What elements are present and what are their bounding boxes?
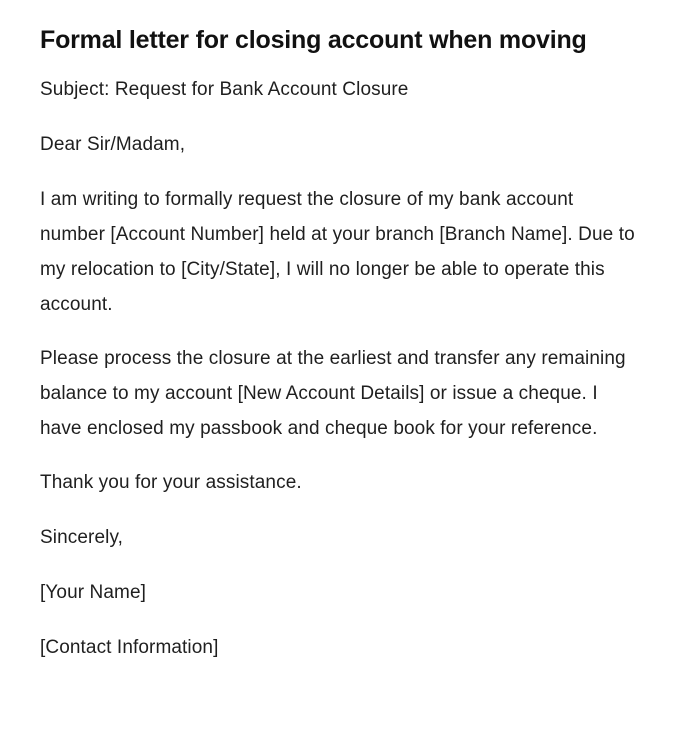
document-title: Formal letter for closing account when moving (40, 26, 587, 54)
letter-document (40, 22, 640, 685)
signature-contact: [Contact Information] (40, 637, 219, 658)
letter-closing: Sincerely, (40, 527, 124, 548)
letter-salutation: Dear Sir/Madam, (40, 134, 186, 155)
letter-subject: Subject: Request for Bank Account Closure (40, 79, 409, 100)
letter-thanks: Thank you for your assistance. (40, 472, 302, 493)
signature-name: [Your Name] (40, 582, 147, 603)
letter-body-paragraph: I am writing to formally request the closure of my bank account number [Account Number] held at your branch [Branch Name]. Due to my relocation to [City/State], I will no longer be able to operate this account. (40, 189, 635, 315)
letter-body-paragraph: Please process the closure at the earliest and transfer any remaining balance to my account [New Account Details] or issue a cheque. I have enclosed my passbook and cheque book for your reference. (40, 348, 626, 439)
